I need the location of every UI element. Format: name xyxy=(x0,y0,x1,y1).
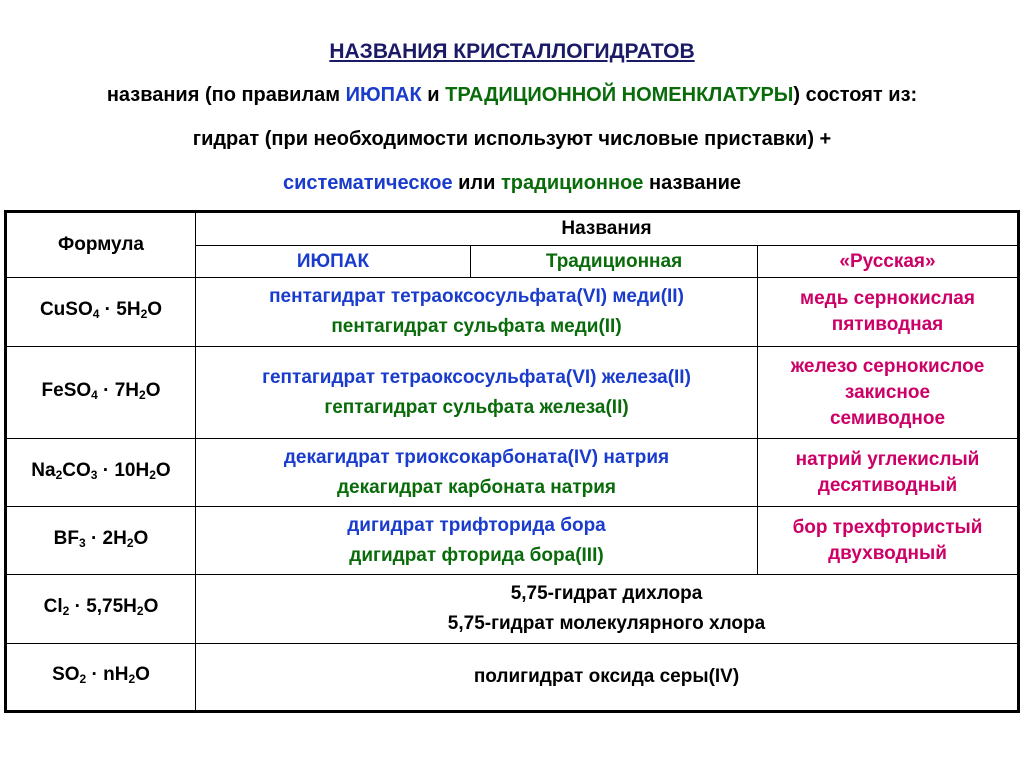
formula-cell: $Na_2CO_3 \cdot 10H_2O$ xyxy=(6,439,196,507)
name-line: 5,75-гидрат дихлора xyxy=(510,583,703,604)
text: название xyxy=(643,172,742,194)
systematic-term: систематическое xyxy=(282,172,453,194)
russian-name-cell xyxy=(758,507,1019,575)
traditional-name: пентагидрат сульфата меди(II) xyxy=(331,316,622,337)
russian-name-cell xyxy=(758,347,1019,439)
russian-name-line: медь сернокислая xyxy=(800,288,975,309)
russian-name-line: бор трехфтористый xyxy=(792,516,983,538)
russian-name-line: пятиводная xyxy=(831,314,944,335)
intro-line-2: гидрат (при необходимости используют числовые приставки) + xyxy=(192,128,832,150)
name-line: 5,75-гидрат молекулярного хлора xyxy=(447,613,766,634)
formula-cell: $BF_3 \cdot 2H_2O$ xyxy=(6,507,196,575)
russian-name-line: натрий углекислый xyxy=(795,448,980,470)
header-russian: «Русская» xyxy=(758,246,1019,278)
header-iupac: ИЮПАК xyxy=(196,246,471,278)
page-title: НАЗВАНИЯ КРИСТАЛЛОГИДРАТОВ xyxy=(329,40,695,63)
table-row xyxy=(6,575,1019,644)
intro-line-1 xyxy=(0,84,1024,107)
name-line: полигидрат оксида серы(IV) xyxy=(473,666,740,687)
traditional-name: дигидрат фторида бора(III) xyxy=(349,544,604,566)
table-row xyxy=(6,644,1019,712)
header-names: Названия xyxy=(196,212,1019,246)
merged-name-cell xyxy=(196,575,1019,644)
russian-name-line: железо сернокислое xyxy=(790,355,985,377)
russian-name-line: десятиводный xyxy=(817,474,958,496)
traditional-word: традиционное xyxy=(501,172,644,194)
iupac-traditional-cell xyxy=(196,347,758,439)
text: названия (по правилам xyxy=(106,84,346,106)
traditional-name: гептагидрат сульфата железа(II) xyxy=(324,396,629,418)
iupac-term: ИЮПАК xyxy=(345,84,422,106)
table-row xyxy=(6,347,1019,439)
iupac-name: декагидрат триоксокарбоната(IV) натрия xyxy=(283,446,670,468)
table-row xyxy=(6,439,1019,507)
header-traditional: Традиционная xyxy=(471,246,758,278)
text: и xyxy=(421,84,446,106)
russian-name-line: двухводный xyxy=(828,542,947,564)
iupac-name: пентагидрат тетраоксосульфата(VI) меди(II) xyxy=(269,286,684,307)
header-formula: Формула xyxy=(6,212,196,278)
iupac-traditional-cell xyxy=(196,507,758,575)
formula-cell: FeSO$_4$ · $7H_2O$ xyxy=(6,347,196,439)
iupac-traditional-cell xyxy=(196,439,758,507)
traditional-name: декагидрат карбоната натрия xyxy=(336,476,617,498)
russian-name-line: закисное xyxy=(844,381,931,403)
intro-line-3 xyxy=(0,172,1024,195)
russian-name-cell xyxy=(758,439,1019,507)
russian-name-cell xyxy=(758,278,1019,347)
russian-name-line: семиводное xyxy=(829,407,946,429)
iupac-traditional-cell xyxy=(196,278,758,347)
text: ) состоят из: xyxy=(793,84,918,106)
formula-cell: CuSO$_4$ · $5H_2O$ xyxy=(6,278,196,347)
formula-cell: $SO_2 \cdot nH_2O$ xyxy=(6,644,196,712)
formula-cell: $Cl_2 \cdot 5,75H_2O$ xyxy=(6,575,196,644)
table-row xyxy=(6,278,1019,347)
iupac-name: гептагидрат тетраоксосульфата(VI) железа(II) xyxy=(262,366,691,388)
merged-name-cell xyxy=(196,644,1019,712)
traditional-term: ТРАДИЦИОННОЙ НОМЕНКЛАТУРЫ xyxy=(445,84,794,106)
table-row xyxy=(6,507,1019,575)
iupac-name: дигидрат трифторида бора xyxy=(347,514,606,536)
text: или xyxy=(452,172,501,194)
hydrates-table xyxy=(4,210,1020,713)
